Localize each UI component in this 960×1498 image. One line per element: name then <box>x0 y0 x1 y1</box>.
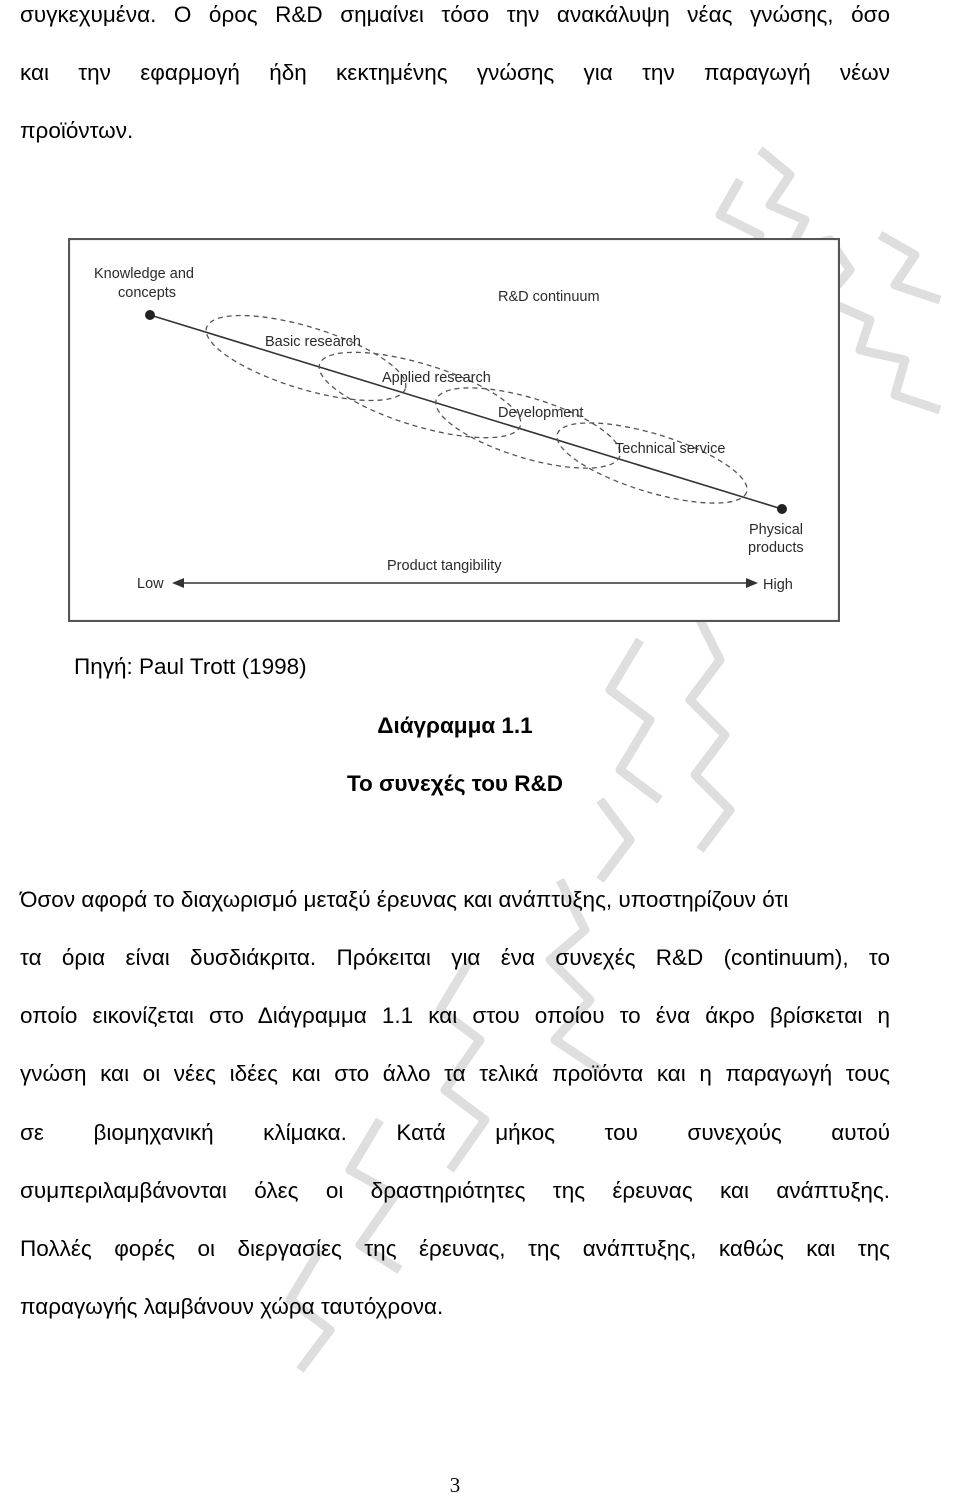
start-point <box>145 310 155 320</box>
page-number: 3 <box>449 1473 461 1497</box>
figure-number: Διάγραμμα 1.1 <box>377 713 533 738</box>
end-point <box>777 504 787 514</box>
rd-continuum-diagram <box>68 238 840 622</box>
intro-line-3: προϊόντων. <box>20 118 134 143</box>
figure-title: Το συνεχές του R&D <box>346 771 564 796</box>
body-line-7: Πολλές φορές οι διεργασίες της έρευνας, της ανάπτυξης, καθώς και της <box>20 1236 890 1261</box>
stage-development: Development <box>498 405 584 421</box>
axis-low-label: Low <box>137 576 164 592</box>
body-line-4: γνώση και οι νέες ιδέες και στο άλλο τα τελικά προϊόντα και η παραγωγή τους <box>20 1061 890 1086</box>
axis-label: Product tangibility <box>387 558 502 574</box>
body-line-8: παραγωγής λαμβάνουν χώρα ταυτόχρονα. <box>20 1294 444 1319</box>
continuum-label: R&D continuum <box>498 289 600 305</box>
end-label-line1: Physical <box>749 522 803 538</box>
figure-source: Πηγή: Paul Trott (1998) <box>74 654 307 679</box>
stage-applied-research: Applied research <box>382 370 491 386</box>
body-line-2: τα όρια είναι δυσδιάκριτα. Πρόκειται για ένα συνεχές R&D (continuum), το <box>20 945 890 970</box>
body-line-1: Όσον αφορά το διαχωρισμό μεταξύ έρευνας και ανάπτυξης, υποστηρίζουν ότι <box>20 887 789 912</box>
start-label-line1: Knowledge and <box>94 266 194 282</box>
intro-line-2: και την εφαρμογή ήδη κεκτημένης γνώσης για την παραγωγή νέων <box>20 60 890 85</box>
axis-high-label: High <box>763 577 793 593</box>
body-line-3: οποίο εικονίζεται στο Διάγραμμα 1.1 και στου οποίου το ένα άκρο βρίσκεται η <box>20 1003 890 1028</box>
body-line-5: σε βιομηχανική κλίμακα. Κατά μήκος του συνεχούς αυτού <box>20 1120 890 1145</box>
stage-technical-service: Technical service <box>615 441 726 457</box>
body-line-6: συμπεριλαμβάνονται όλες οι δραστηριότητες της έρευνας και ανάπτυξης. <box>20 1178 890 1203</box>
intro-line-1: συγκεχυμένα. Ο όρος R&D σημαίνει τόσο την ανακάλυψη νέας γνώσης, όσο <box>20 2 890 27</box>
start-label-line2: concepts <box>118 285 177 301</box>
end-label-line2: products <box>748 540 804 556</box>
stage-basic-research: Basic research <box>265 334 361 350</box>
